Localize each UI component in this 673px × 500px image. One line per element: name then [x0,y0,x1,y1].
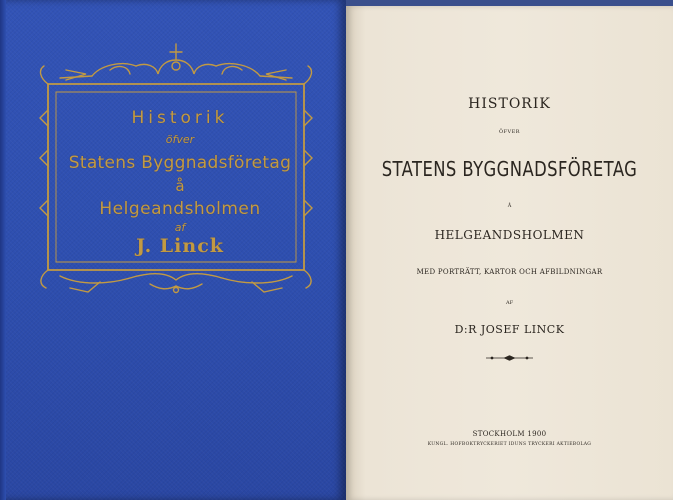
title-main: STATENS BYGGNADSFÖRETAG [381,157,638,181]
title-author: D:R JOSEF LINCK [454,323,565,336]
title-page [346,6,673,500]
ornamental-rule [346,354,673,362]
title-ofver: ÖFVER [498,129,521,135]
cover-text-af: af [174,221,186,234]
title-af: AF [505,300,514,306]
cover-title-statens: Statens Byggnadsföretag [68,153,292,173]
title-subtitle: MED PORTRÄTT, KARTOR OCH AFBILDNINGAR [416,268,603,276]
cover-author: J. Linck [136,235,224,257]
imprint-printer: KUNGL. HOFBOKTRYCKERIET IDUNS TRYCKERI AKTIEBOLAG [427,442,592,447]
title-a: Å [507,203,512,209]
imprint-city-year: STOCKHOLM 1900 [472,430,547,438]
title-place: HELGEANDSHOLMEN [434,228,585,242]
cover-text-ofver: öfver [165,133,195,146]
cover-text-a: å [175,177,185,195]
cover-title-place: Helgeandsholmen [99,199,261,219]
title-heading: HISTORIK [468,96,551,112]
cover-title-historik: Historik [131,108,229,128]
